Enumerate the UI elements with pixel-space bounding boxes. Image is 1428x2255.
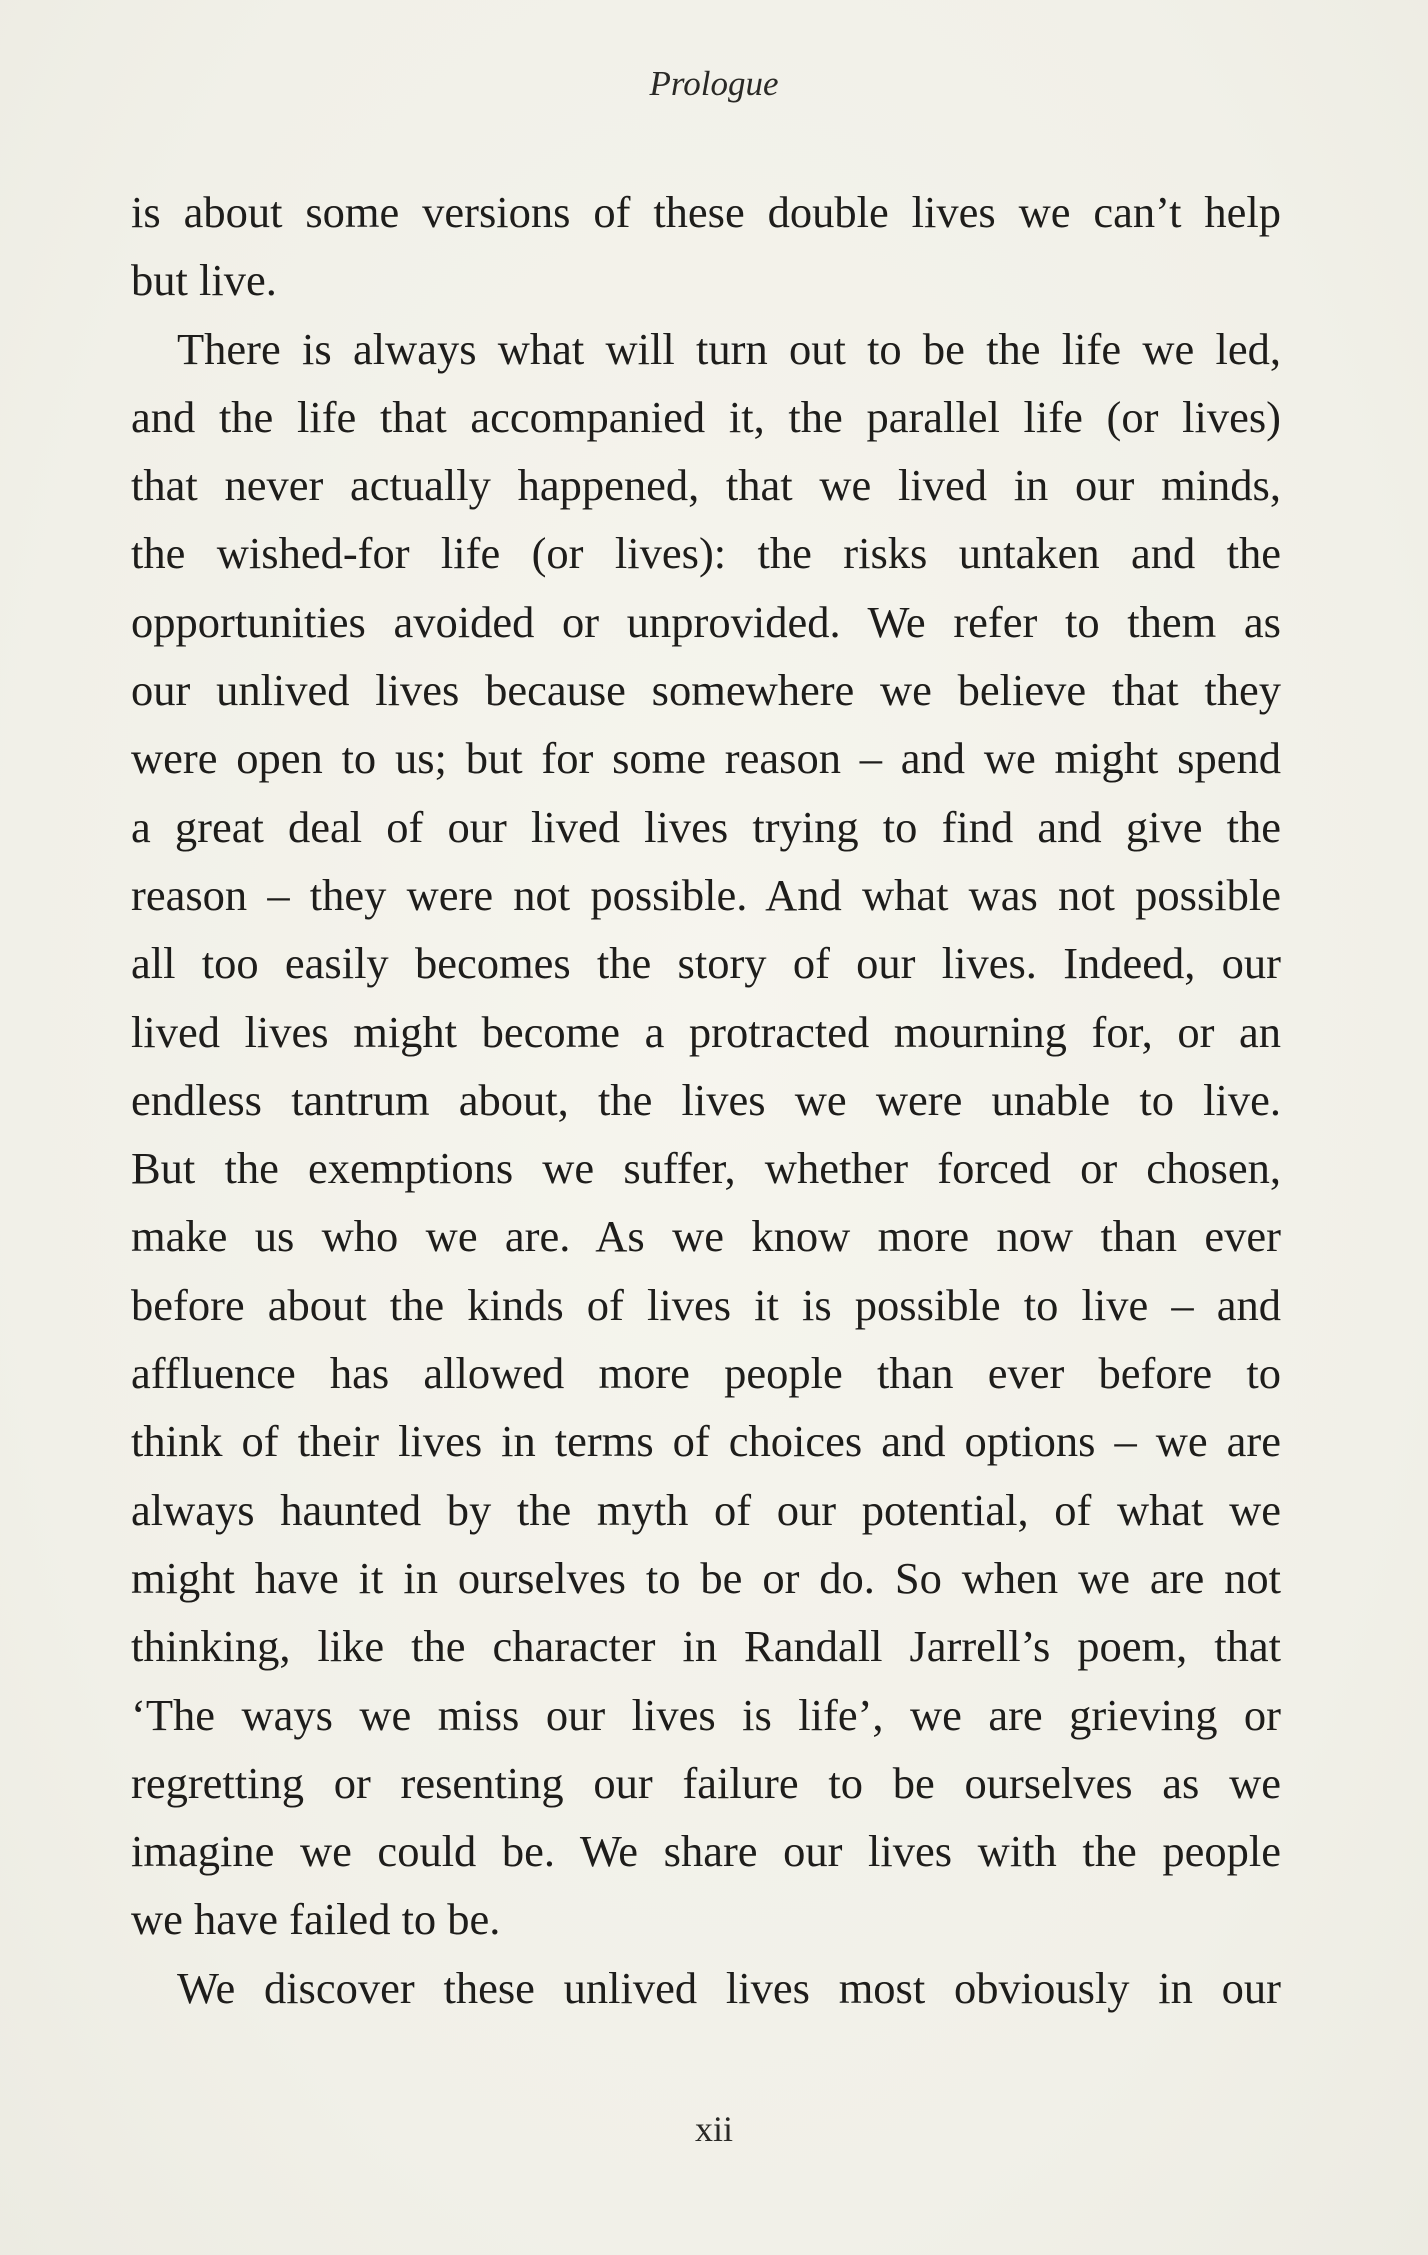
text-line: imagine we could be. We share our lives with the people — [131, 1826, 1281, 1877]
running-head: Prologue — [649, 64, 779, 103]
text-line: opportunities avoided or unprovided. We refer to them as — [131, 596, 1281, 647]
text-line: our unlived lives because somewhere we believe that they — [131, 665, 1281, 716]
text-line: thinking, like the character in Randall Jarrell’s poem, that — [131, 1621, 1281, 1672]
text-line: the wished-for life (or lives): the risks untaken and the — [131, 528, 1281, 579]
page-number: xii — [694, 2109, 733, 2149]
text-line: that never actually happened, that we lived in our minds, — [131, 460, 1281, 511]
text-line: reason – they were not possible. And what was not possible — [131, 869, 1281, 920]
text-line: affluence has allowed more people than ever before to — [131, 1348, 1281, 1399]
text-line: But the exemptions we suffer, whether forced or chosen, — [131, 1143, 1281, 1194]
text-line: might have it in ourselves to be or do. So when we are not — [131, 1552, 1281, 1603]
text-line: regretting or resenting our failure to be ourselves as we — [131, 1757, 1281, 1808]
text-line: There is always what will turn out to be the life we led, — [177, 323, 1281, 374]
text-line: make us who we are. As we know more now than ever — [131, 1211, 1281, 1262]
text-line: all too easily becomes the story of our lives. Indeed, our — [131, 938, 1281, 989]
text-line: but live. — [131, 255, 277, 306]
text-line: lived lives might become a protracted mourning for, or an — [131, 1006, 1281, 1057]
body-text — [131, 178, 1281, 2022]
text-line: endless tantrum about, the lives we were unable to live. — [131, 1074, 1281, 1125]
text-line: we have failed to be. — [131, 1894, 501, 1945]
text-line: We discover these unlived lives most obviously in our — [177, 1962, 1281, 2013]
text-line: were open to us; but for some reason – and we might spend — [131, 733, 1281, 784]
text-line: is about some versions of these double lives we can’t help — [131, 187, 1281, 237]
text-line: ‘The ways we miss our lives is life’, we are grieving or — [131, 1689, 1281, 1740]
text-line: always haunted by the myth of our potential, of what we — [131, 1484, 1281, 1535]
text-line: a great deal of our lived lives trying to find and give the — [131, 801, 1281, 852]
text-line: and the life that accompanied it, the parallel life (or lives) — [131, 391, 1281, 442]
text-line: before about the kinds of lives it is possible to live – and — [131, 1279, 1281, 1330]
text-line: think of their lives in terms of choices and options – we are — [131, 1416, 1281, 1467]
